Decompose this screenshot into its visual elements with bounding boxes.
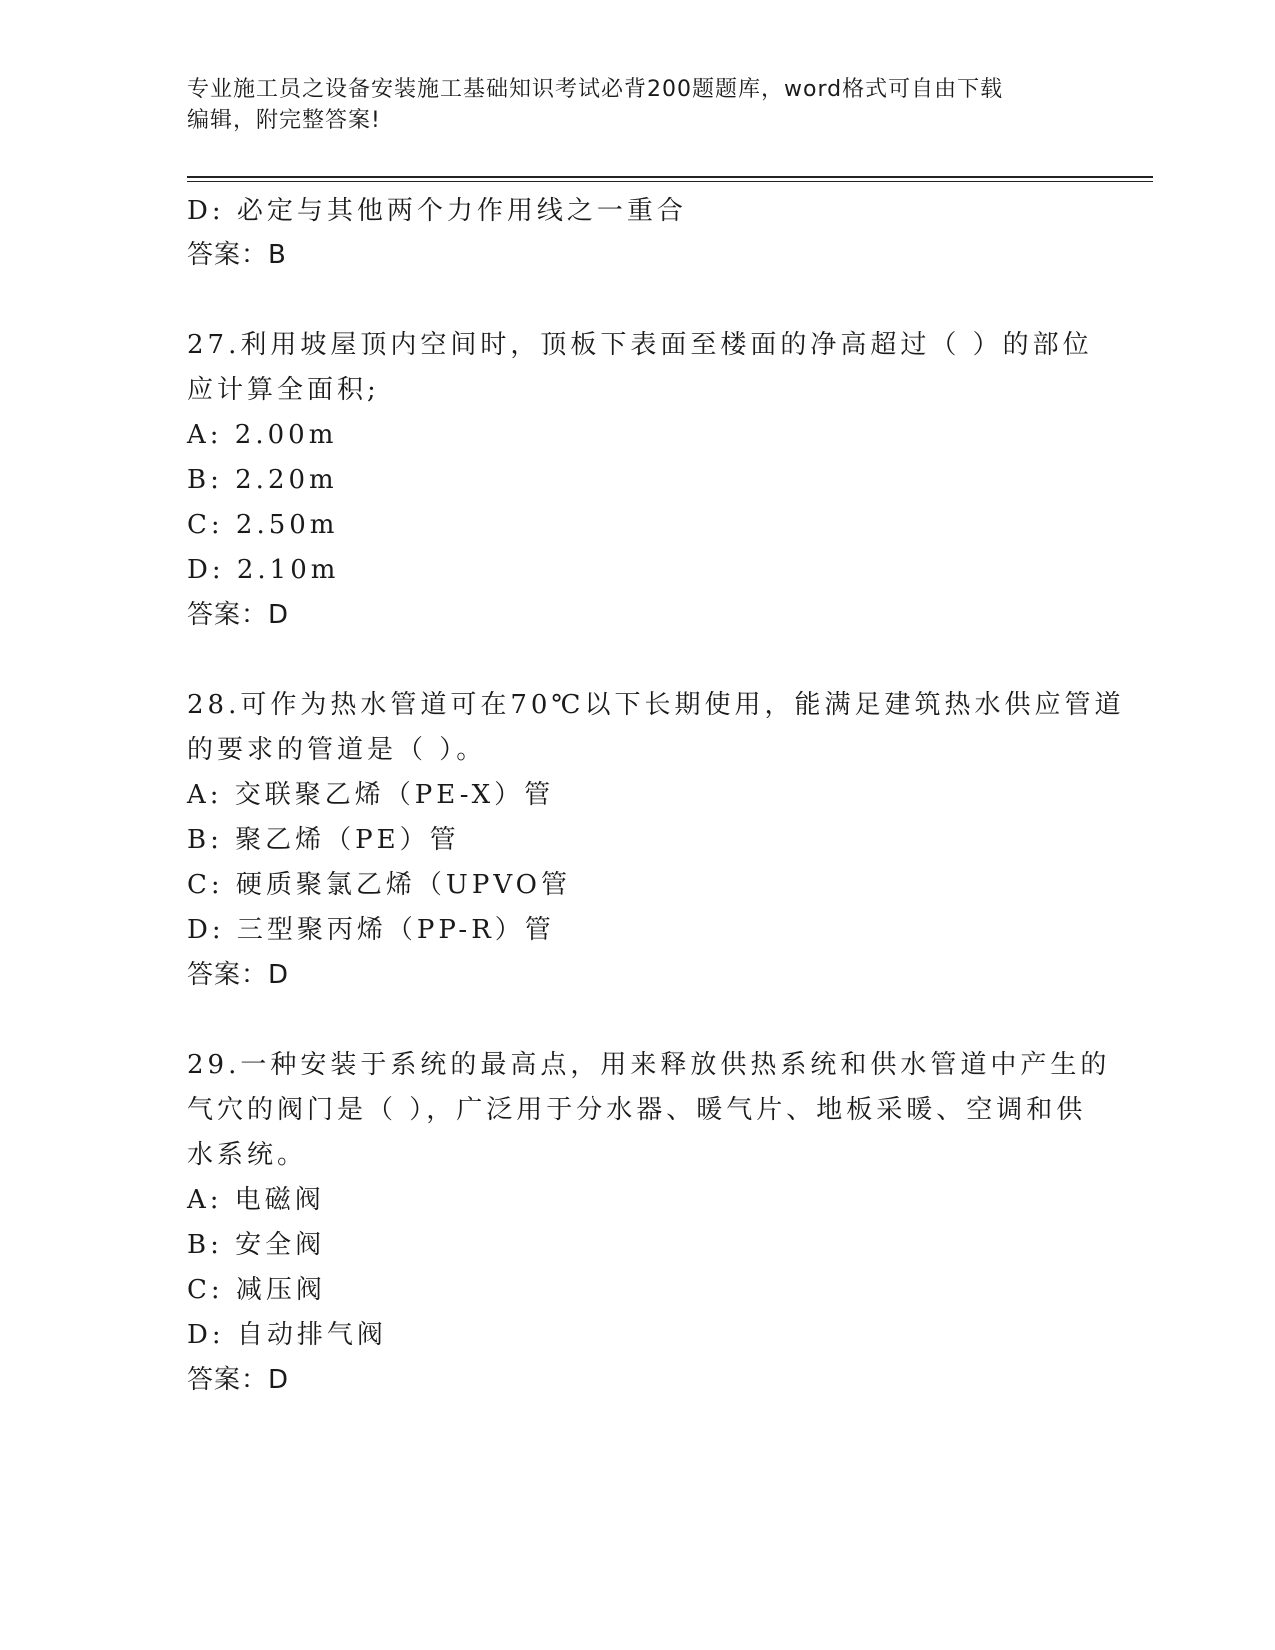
- q29-option-b: B: 安全阀: [187, 1230, 326, 1260]
- q29-answer: 答案：D: [187, 1365, 290, 1395]
- q27-stem-line-2: 应计算全面积;: [187, 375, 380, 405]
- q28-option-c: C: 硬质聚氯乙烯（UPVO管: [187, 870, 571, 900]
- q27-option-c: C: 2.50m: [187, 510, 339, 540]
- q28-stem-line-1: 28.可作为热水管道可在70℃以下长期使用，能满足建筑热水供应管道: [187, 690, 1125, 720]
- header-title-line-2: 编辑，附完整答案!: [187, 108, 381, 133]
- q29-option-a: A: 电磁阀: [187, 1185, 325, 1215]
- q28-stem-line-2: 的要求的管道是（ ）。: [187, 735, 487, 765]
- header-divider-thin: [187, 181, 1153, 182]
- q27-option-a: A: 2.00m: [187, 420, 338, 450]
- q29-option-c: C: 减压阀: [187, 1275, 326, 1305]
- q27-answer: 答案：D: [187, 600, 290, 630]
- q29-stem-line-1: 29.一种安装于系统的最高点，用来释放供热系统和供水管道中产生的: [187, 1050, 1111, 1080]
- q28-answer: 答案：D: [187, 960, 290, 990]
- q27-option-d: D: 2.10m: [187, 555, 340, 585]
- q28-option-d: D: 三型聚丙烯（PP-R）管: [187, 915, 555, 945]
- header-divider-thick: [187, 176, 1153, 178]
- q29-stem-line-2: 气穴的阀门是（ ），广泛用于分水器、暖气片、地板采暖、空调和供: [187, 1095, 1087, 1125]
- q28-option-b: B: 聚乙烯（PE）管: [187, 825, 460, 855]
- q26-option-d: D: 必定与其他两个力作用线之一重合: [187, 196, 687, 226]
- q29-option-d: D: 自动排气阀: [187, 1320, 387, 1350]
- q27-stem-line-1: 27.利用坡屋顶内空间时，顶板下表面至楼面的净高超过（ ）的部位: [187, 330, 1093, 360]
- header-title-line-1: 专业施工员之设备安装施工基础知识考试必背200题题库，word格式可自由下载: [187, 77, 1004, 102]
- q29-stem-line-3: 水系统。: [187, 1140, 308, 1170]
- q26-answer: 答案：B: [187, 240, 287, 270]
- document-header: [187, 74, 1067, 136]
- q27-option-b: B: 2.20m: [187, 465, 338, 495]
- q28-option-a: A: 交联聚乙烯（PE-X）管: [187, 780, 555, 810]
